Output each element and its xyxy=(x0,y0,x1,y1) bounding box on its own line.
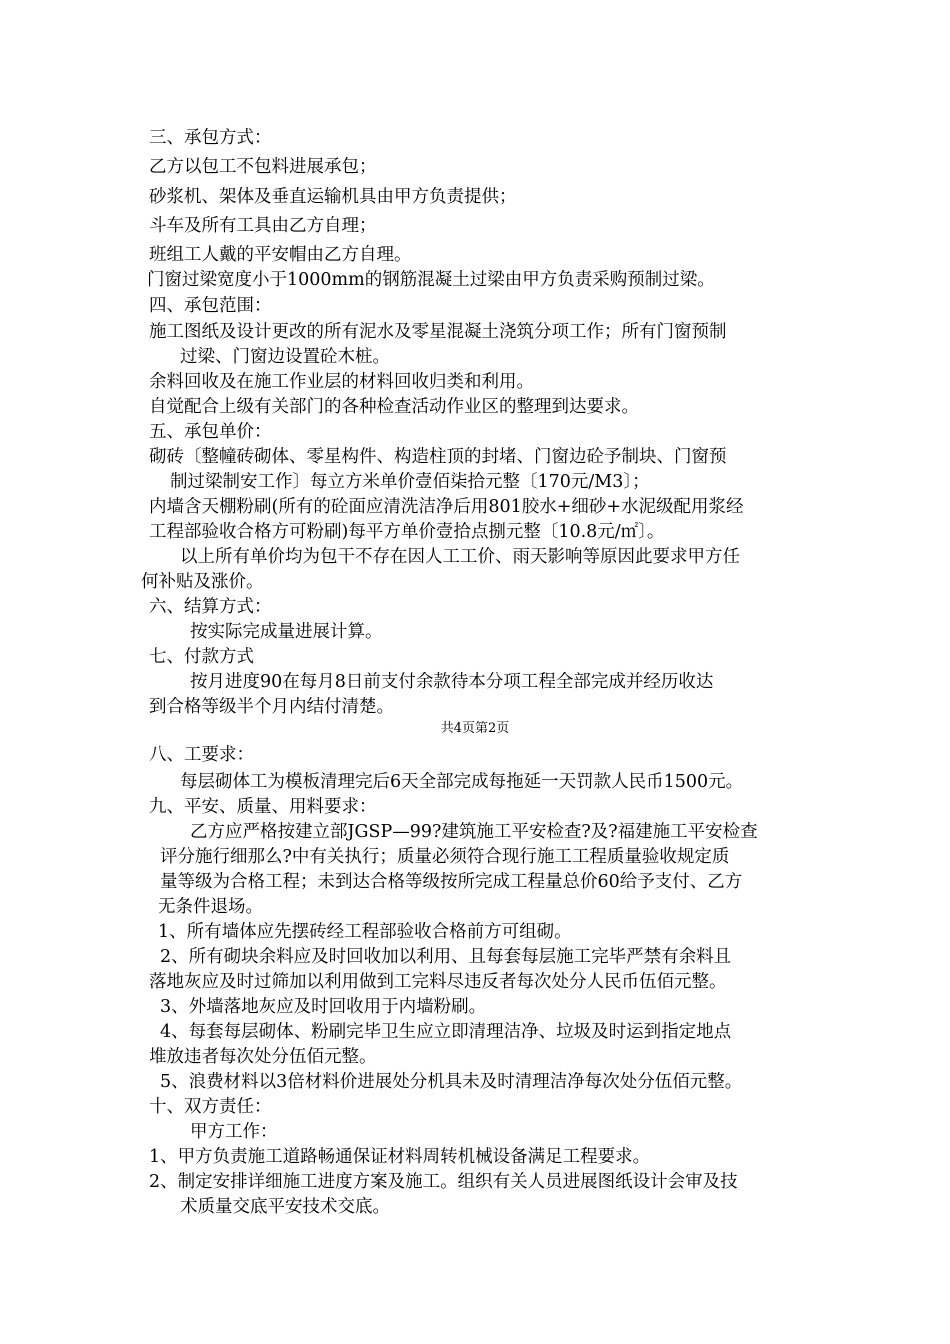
text-line: 评分施行细那么?中有关执行；质量必须符合现行施工工程质量验收规定质 xyxy=(160,847,730,867)
text-line: 5、浪费材料以3倍材料价进展处分机具未及时清理洁净每次处分伍佰元整。 xyxy=(160,1072,743,1092)
text-line: 班组工人戴的平安帽由乙方自理。 xyxy=(149,245,412,265)
text-line: 斗车及所有工具由乙方自理； xyxy=(149,216,377,236)
text-line: 每层砌体工为模板清理完后6天全部完成每拖延一天罚款人民币1500元。 xyxy=(180,772,744,792)
text-line: 工程部验收合格方可粉刷)每平方单价壹拾点捌元整〔10.8元/㎡〕。 xyxy=(149,522,665,542)
section-4-heading: 四、承包范围： xyxy=(149,296,272,316)
page-number: 共4页第2页 xyxy=(440,721,510,736)
text-line: 自觉配合上级有关部门的各种检查活动作业区的整理到达要求。 xyxy=(149,397,639,417)
text-line: 落地灰应及时过筛加以利用做到工完料尽违反者每次处分人民币伍佰元整。 xyxy=(149,972,727,992)
text-line: 砌砖〔整幢砖砌体、零星构件、构造柱顶的封堵、门窗边砼予制块、门窗预 xyxy=(149,447,727,467)
text-line: 甲方工作： xyxy=(190,1122,278,1142)
section-7-heading: 七、付款方式 xyxy=(149,647,254,667)
text-line: 按实际完成量进展计算。 xyxy=(190,622,383,642)
section-9-heading: 九、平安、质量、用料要求： xyxy=(149,797,377,817)
text-line: 按月进度90在每月8日前支付余款待本分项工程全部完成并经历收达 xyxy=(190,672,714,692)
section-8-heading: 八、工要求： xyxy=(149,745,254,765)
text-line: 术质量交底平安技术交底。 xyxy=(180,1197,390,1217)
text-line: 2、制定安排详细施工进度方案及施工。组织有关人员进展图纸设计会审及技 xyxy=(149,1172,738,1192)
section-10-heading: 十、双方责任： xyxy=(149,1097,272,1117)
text-line: 制过梁制安工作〕每立方米单价壹佰柒拾元整〔170元/M3〕； xyxy=(170,472,650,492)
text-line: 何补贴及涨价。 xyxy=(141,572,264,592)
text-line: 4、每套每层砌体、粉刷完毕卫生应立即清理洁净、垃圾及时运到指定地点 xyxy=(160,1022,732,1042)
text-line: 1、所有墙体应先摆砖经工程部验收合格前方可组砌。 xyxy=(158,922,572,942)
text-line: 2、所有砌块余料应及时回收加以利用、且每套每层施工完毕严禁有余料且 xyxy=(160,947,732,967)
text-line: 到合格等级半个月内结付清楚。 xyxy=(149,697,394,717)
text-line: 余料回收及在施工作业层的材料回收归类和利用。 xyxy=(149,372,534,392)
text-line: 乙方以包工不包料进展承包； xyxy=(149,157,377,177)
text-line: 内墙含天棚粉刷(所有的砼面应清洗洁净后用801胶水+细砂+水泥级配用浆经 xyxy=(149,497,744,517)
section-3-heading: 三、承包方式： xyxy=(149,128,272,148)
text-line: 无条件退场。 xyxy=(158,897,263,917)
text-line: 以上所有单价均为包干不存在因人工工价、雨天影响等原因此要求甲方任 xyxy=(180,547,740,567)
text-line: 砂浆机、架体及垂直运输机具由甲方负责提供； xyxy=(149,187,517,207)
text-line: 门窗过梁宽度小于1000mm的钢筋混凝土过梁由甲方负责采购预制过梁。 xyxy=(147,270,715,290)
text-line: 施工图纸及设计更改的所有泥水及零星混凝土浇筑分项工作；所有门窗预制 xyxy=(149,322,727,342)
text-line: 堆放违者每次处分伍佰元整。 xyxy=(149,1047,377,1067)
text-line: 乙方应严格按建立部JGSP—99?建筑施工平安检查?及?福建施工平安检查 xyxy=(190,822,758,842)
text-line: 3、外墙落地灰应及时回收用于内墙粉刷。 xyxy=(160,997,487,1017)
text-line: 1、甲方负责施工道路畅通保证材料周转机械设备满足工程要求。 xyxy=(149,1147,651,1167)
text-line: 过梁、门窗边设置砼木桩。 xyxy=(180,347,390,367)
section-6-heading: 六、结算方式： xyxy=(149,597,272,617)
section-5-heading: 五、承包单价： xyxy=(149,422,272,442)
text-line: 量等级为合格工程；未到达合格等级按所完成工程量总价60给予支付、乙方 xyxy=(160,872,743,892)
